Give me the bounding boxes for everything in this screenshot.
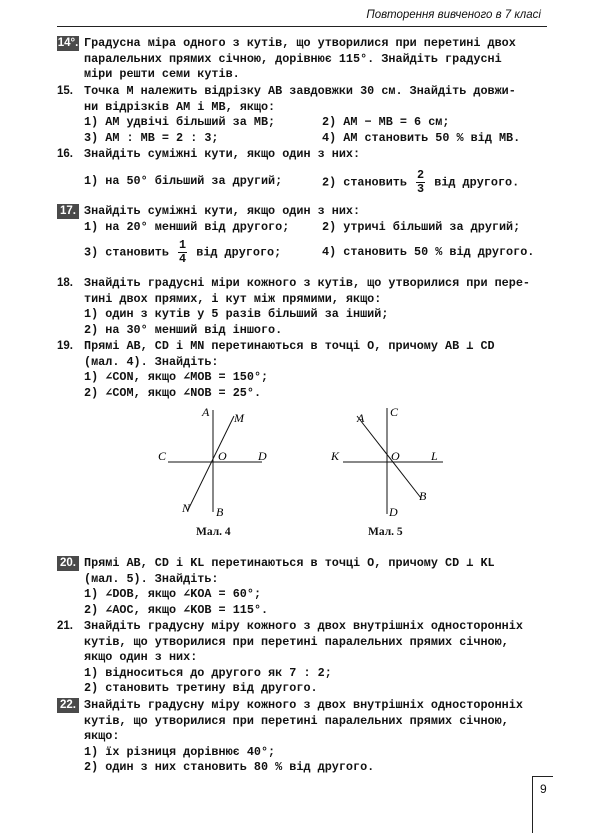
problem-text-line: 2) на 30° менший від іншого. (84, 322, 283, 337)
label-n: N (182, 501, 191, 515)
label-k: K (331, 449, 340, 463)
label-a: A (202, 405, 210, 419)
label-c: C (390, 405, 399, 419)
problem-number: 17. (57, 204, 79, 219)
numerator: 1 (179, 238, 187, 253)
problem-text-line: (мал. 5). Знайдіть: (84, 571, 219, 586)
problem-19 (57, 339, 547, 401)
problem-number: 16. (57, 148, 73, 160)
problem-text-line: міри решти семи кутів. (84, 67, 240, 82)
problem-text-line: 2) становить третину від другого. (84, 681, 318, 696)
problem-text-line: 1) ∠CON, якщо ∠MOB = 150°; (84, 370, 269, 385)
problem-text-line: Знайдіть градусну міру кожного з двох внутрішніх односторонніх (84, 619, 523, 633)
problem-20 (57, 556, 547, 618)
problem-text-line: Знайдіть градусні міри кожного з кутів, що утворилися при пере- (84, 276, 530, 290)
label-a: A (357, 411, 365, 425)
fraction (178, 239, 187, 266)
problem-text-line: якщо: (84, 729, 120, 744)
label-b: B (216, 505, 224, 519)
problem-22 (57, 698, 547, 776)
header-title: Повторення вивченого в 7 класі (366, 9, 541, 21)
option: 2) AM − MB = 6 см; (322, 115, 450, 130)
problem-17 (57, 204, 547, 266)
figure-4-caption: Мал. 4 (196, 526, 231, 538)
problem-text-line: 2) ∠COM, якщо ∠NOB = 25°. (84, 385, 262, 400)
option: 3) становить (84, 245, 169, 260)
option: 1) на 20° менший від другого; (84, 219, 290, 234)
problem-18 (57, 276, 547, 338)
option: 2) становить (322, 175, 407, 190)
label-o: O (391, 449, 400, 463)
option: від другого; (196, 245, 282, 260)
label-o: O (218, 449, 227, 463)
problem-text-line: ни відрізків AM і MB, якщо: (84, 99, 276, 114)
denominator: 4 (179, 252, 187, 267)
option: від другого. (434, 175, 520, 190)
problem-16 (57, 147, 547, 196)
problem-number: 14°. (57, 37, 79, 49)
problem-text-line: Знайдіть суміжні кути, якщо один з них: (84, 147, 361, 161)
option: 4) AM становить 50 % від MB. (322, 130, 521, 145)
problem-text-line: 1) відноситься до другого як 7 : 2; (84, 665, 332, 680)
option-fraction (322, 169, 519, 196)
problem-text-line: паралельних прямих січною, дорівнює 115°. Знайдіть градусні (84, 51, 502, 66)
problem-21 (57, 619, 547, 697)
problem-text-line: Знайдіть градусну міру кожного з двох внутрішніх односторонніх (84, 698, 523, 712)
problem-text-line: якщо один з них: (84, 650, 198, 665)
problem-text-line: 1) ∠DOB, якщо ∠KOA = 60°; (84, 587, 262, 602)
option: 1) AM удвічі більший за MB; (84, 115, 276, 130)
problem-text-line: Прямі AB, CD і KL перетинаються в точці O, причому CD ⊥ KL (84, 556, 495, 570)
problem-text-line: кутів, що утворилися при перетині паралельних прямих січною, (84, 713, 509, 728)
problem-text-line: (мал. 4). Знайдіть: (84, 354, 219, 369)
fraction (416, 169, 425, 196)
problem-number: 19. (57, 340, 73, 352)
figure-4 (150, 402, 280, 522)
line-mn (188, 416, 234, 510)
problem-text-line: Точка M належить відрізку AB завдовжки 30 см. Знайдіть довжи- (84, 84, 516, 98)
problem-14 (57, 36, 547, 83)
problem-text-line: 1) один з кутів у 5 разів більший за інший; (84, 307, 389, 322)
label-m: M (234, 411, 244, 425)
problem-text-line: 1) їх різниця дорівнює 40°; (84, 744, 276, 759)
problem-15 (57, 84, 547, 146)
problem-text-line: 2) один з них становить 80 % від другого. (84, 760, 375, 775)
label-l: L (431, 449, 438, 463)
denominator: 3 (417, 181, 425, 196)
option: 3) AM : MB = 2 : 3; (84, 130, 219, 145)
numerator: 2 (417, 167, 425, 182)
line-ab (357, 416, 421, 498)
option: 2) утричі більший за другий; (322, 219, 521, 234)
problem-text-line: кутів, що утворилися при перетині паралельних прямих січною, (84, 634, 509, 649)
label-b: B (419, 489, 427, 503)
problem-number: 20. (57, 556, 79, 571)
problem-text-line: Знайдіть суміжні кути, якщо один з них: (84, 204, 361, 218)
problem-text-line: 2) ∠AOC, якщо ∠KOB = 115°. (84, 602, 269, 617)
option: 1) на 50° більший за другий; (84, 174, 283, 189)
problem-text-line: Градусна міра одного з кутів, що утворилися при перетині двох (84, 36, 516, 50)
problem-number: 22. (57, 698, 79, 713)
problem-text-line: тині двох прямих, і кут між прямими, якщо: (84, 291, 382, 306)
option-fraction (84, 239, 322, 266)
option: 4) становить 50 % від другого. (322, 244, 535, 259)
problem-number: 18. (57, 277, 73, 289)
problem-text-line: Прямі AB, CD і MN перетинаються в точці O, причому AB ⊥ CD (84, 339, 495, 353)
page-header (57, 6, 547, 27)
label-c: C (158, 449, 167, 463)
problem-number: 21. (57, 620, 73, 632)
page-number: 9 (540, 782, 547, 796)
label-d: D (258, 449, 267, 463)
figure-5-caption: Мал. 5 (368, 526, 403, 538)
problem-number: 15. (57, 85, 73, 97)
figure-5 (325, 402, 455, 522)
label-d: D (389, 505, 398, 519)
